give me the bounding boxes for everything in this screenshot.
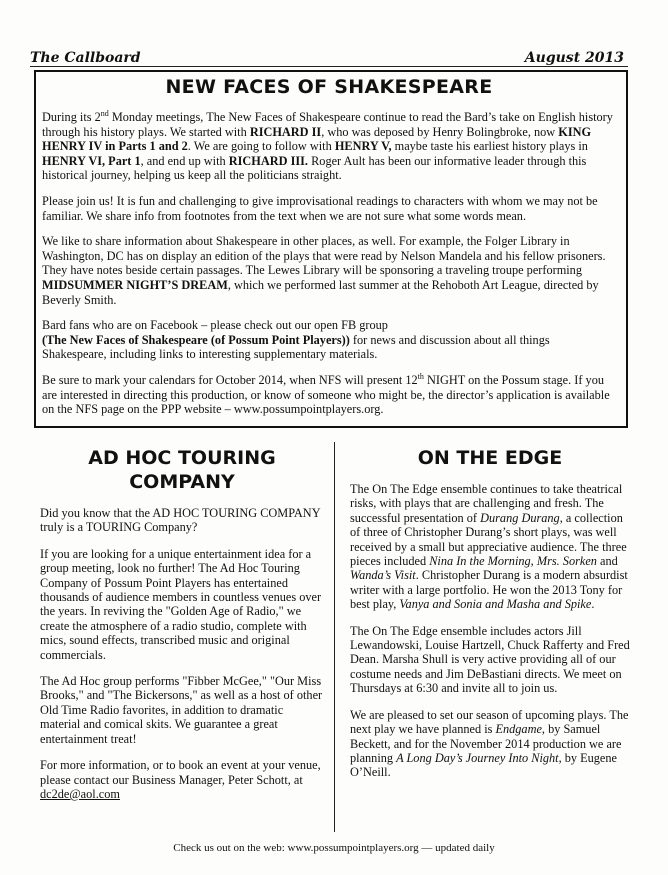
nfs-paragraph-3: We like to share information about Shakespeare in other places, as well. For example, the Folger Library in Washington, DC has on display an edition of the plays that were read by Nelson Mandela and his fellow prisoners. They have notes beside certain passages. The Lewes Library will be sponsoring a traveling troupe performing MIDSUMMER NIGHT’S DREAM, which we performed last summer at the Rehoboth Art League, directed by Beverly Smith. — [42, 234, 606, 307]
edge-paragraph-1: The On The Edge ensemble continues to take theatrical risks, with plays that are challenging and fresh. The successful presentation of Durang Durang, a collection of three of Christopher Durang’s short plays, was well received by a small but appreciative audience. The three pieces included Nina In the Morning, Mrs. Sorken and Wanda’s Visit. Christopher Durang is a modern absurdist writer with a large portfolio. He won the 2013 Tony for best play, Vanya and Sonia and Masha and Spike. — [350, 482, 628, 612]
nfs-paragraph-5: Be sure to mark your calendars for October 2014, when NFS will present 12th NIGHT on the Possum stage. If you are interested in directing this production, or know of someone who might be, the director’s application is available on the NFS page on the PPP website – www.possumpointplayers.org. — [42, 371, 610, 417]
adhoc-paragraph-1: Did you know that the AD HOC TOURING COMPANY truly is a TOURING Company? — [40, 506, 321, 535]
adhoc-paragraph-2: If you are looking for a unique entertainment idea for a group meeting, look no further! The Ad Hoc Touring Company of Possum Point Players has entertained thousands of audience members in countless venues over the years. In reviving the "Golden Age of Radio," we create the atmosphere of a radio studio, complete with mics, sound effects, transcribed music and original commercials. — [40, 546, 322, 662]
adhoc-article — [40, 446, 324, 813]
nfs-article-box — [34, 70, 628, 428]
adhoc-paragraph-3: The Ad Hoc group performs "Fibber McGee," "Our Miss Brooks," and "The Bickersons," as well as a host of other Old Time Radio favorites, in addition to dramatic material and comical skits. We guarantee a great entertainment treat! — [40, 674, 323, 746]
publication-name: The Callboard — [30, 50, 141, 66]
nfs-paragraph-1: During its 2nd Monday meetings, The New Faces of Shakespeare continue to read the Bard’s take on English history through his history plays. We started with RICHARD II, who was deposed by Henry Bolingbroke, now KING HENRY IV in Parts 1 and 2. We are going to follow with HENRY V, maybe taste his earliest history plays in HENRY VI, Part 1, and end up with RICHARD III. Roger Ault has been our informative leader through this historical journey, helping us keep all the politicians straight. — [42, 108, 613, 183]
edge-paragraph-2: The On The Edge ensemble includes actors Jill Lewandowski, Louise Hartzell, Chuck Rafferty and Fred Dean. Marsha Shull is very active providing all of our costume needs and Jim DeBastiani directs. We meet on Thursdays at 6:30 and invite all to join us. — [350, 623, 630, 696]
contact-email-link[interactable]: dc2de@aol.com — [40, 786, 120, 801]
column-divider — [334, 442, 335, 832]
nfs-paragraph-4: Bard fans who are on Facebook – please check out our open FB group (The New Faces of Shakespeare (of Possum Point Players)) for news and discussion about all things Shakespeare, including links to interesting supplementary materials. — [42, 318, 550, 362]
nfs-title: NEW FACES OF SHAKESPEARE — [165, 76, 493, 98]
edge-title: ON THE EDGE — [417, 447, 563, 469]
nfs-paragraph-2: Please join us! It is fun and challenging to give improvisational readings to characters with whom we may not be familiar. We share info from footnotes from the text when we are not sure what some words mean. — [42, 193, 598, 223]
edge-article — [350, 446, 630, 792]
edge-paragraph-3: We are pleased to set our season of upcoming plays. The next play we have planned is Endgame, by Samuel Beckett, and for the November 2014 production we are planning A Long Day’s Journey Into Night, by Eugene O’Neill. — [350, 707, 629, 780]
footer-web-note: Check us out on the web: www.possumpointplayers.org — updated daily — [173, 842, 495, 854]
adhoc-title: AD HOC TOURING COMPANY — [88, 447, 276, 493]
adhoc-paragraph-4: For more information, or to book an event at your venue, please contact our Business Manager, Peter Schott, at dc2de@aol.com — [40, 758, 321, 801]
issue-date: August 2013 — [524, 50, 624, 66]
header-rule — [30, 66, 628, 67]
